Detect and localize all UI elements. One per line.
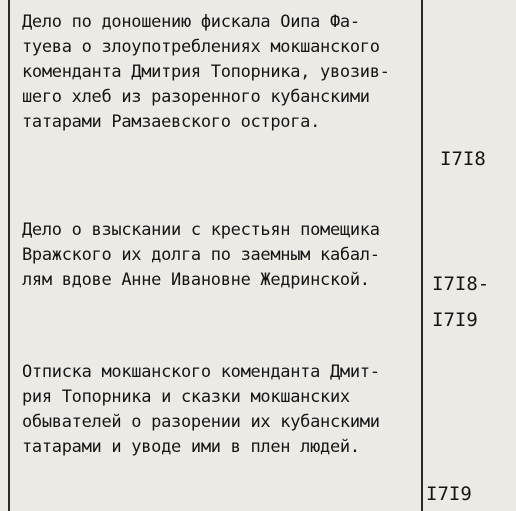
entry-1-line-1: Дело по доношению фискала Оипа Фа- (22, 12, 360, 32)
entry-2-line-2: Вражского их долга по заемным кабал- (22, 245, 380, 265)
archive-entry-3 (22, 360, 414, 460)
archive-entry-1 (22, 10, 414, 135)
entry-1-line-3: коменданта Дмитрия Топорника, увозив- (22, 62, 390, 82)
entry-1-line-2: туева о злоупотреблениях мокшанского (22, 37, 380, 57)
entry-2-year-start: I7I8- (432, 273, 490, 295)
archive-entry-2 (22, 218, 414, 293)
left-margin-rule (8, 0, 10, 511)
date-column-rule (421, 0, 423, 511)
entry-1-line-5: татарами Рамзаевского острога. (22, 112, 321, 132)
entry-3-line-1: Отписка мокшанского коменданта Дмит- (22, 362, 380, 382)
entry-1-line-4: шего хлеб из разоренного кубанскими (22, 87, 370, 107)
entry-2-line-3: лям вдове Анне Ивановне Жедринской. (22, 270, 370, 290)
entry-2-line-1: Дело о взыскании с крестьян помещика (22, 220, 380, 240)
entry-3-line-4: татарами и уводе ими в плен людей. (22, 437, 360, 457)
entry-3-year: I7I9 (426, 483, 472, 505)
entry-3-line-2: рия Топорника и сказки мокшанских (22, 387, 350, 407)
entry-1-year: I7I8 (440, 148, 486, 170)
entry-3-line-3: обывателей о разорении их кубанскими (22, 412, 380, 432)
entry-2-year-end: I7I9 (432, 309, 478, 331)
